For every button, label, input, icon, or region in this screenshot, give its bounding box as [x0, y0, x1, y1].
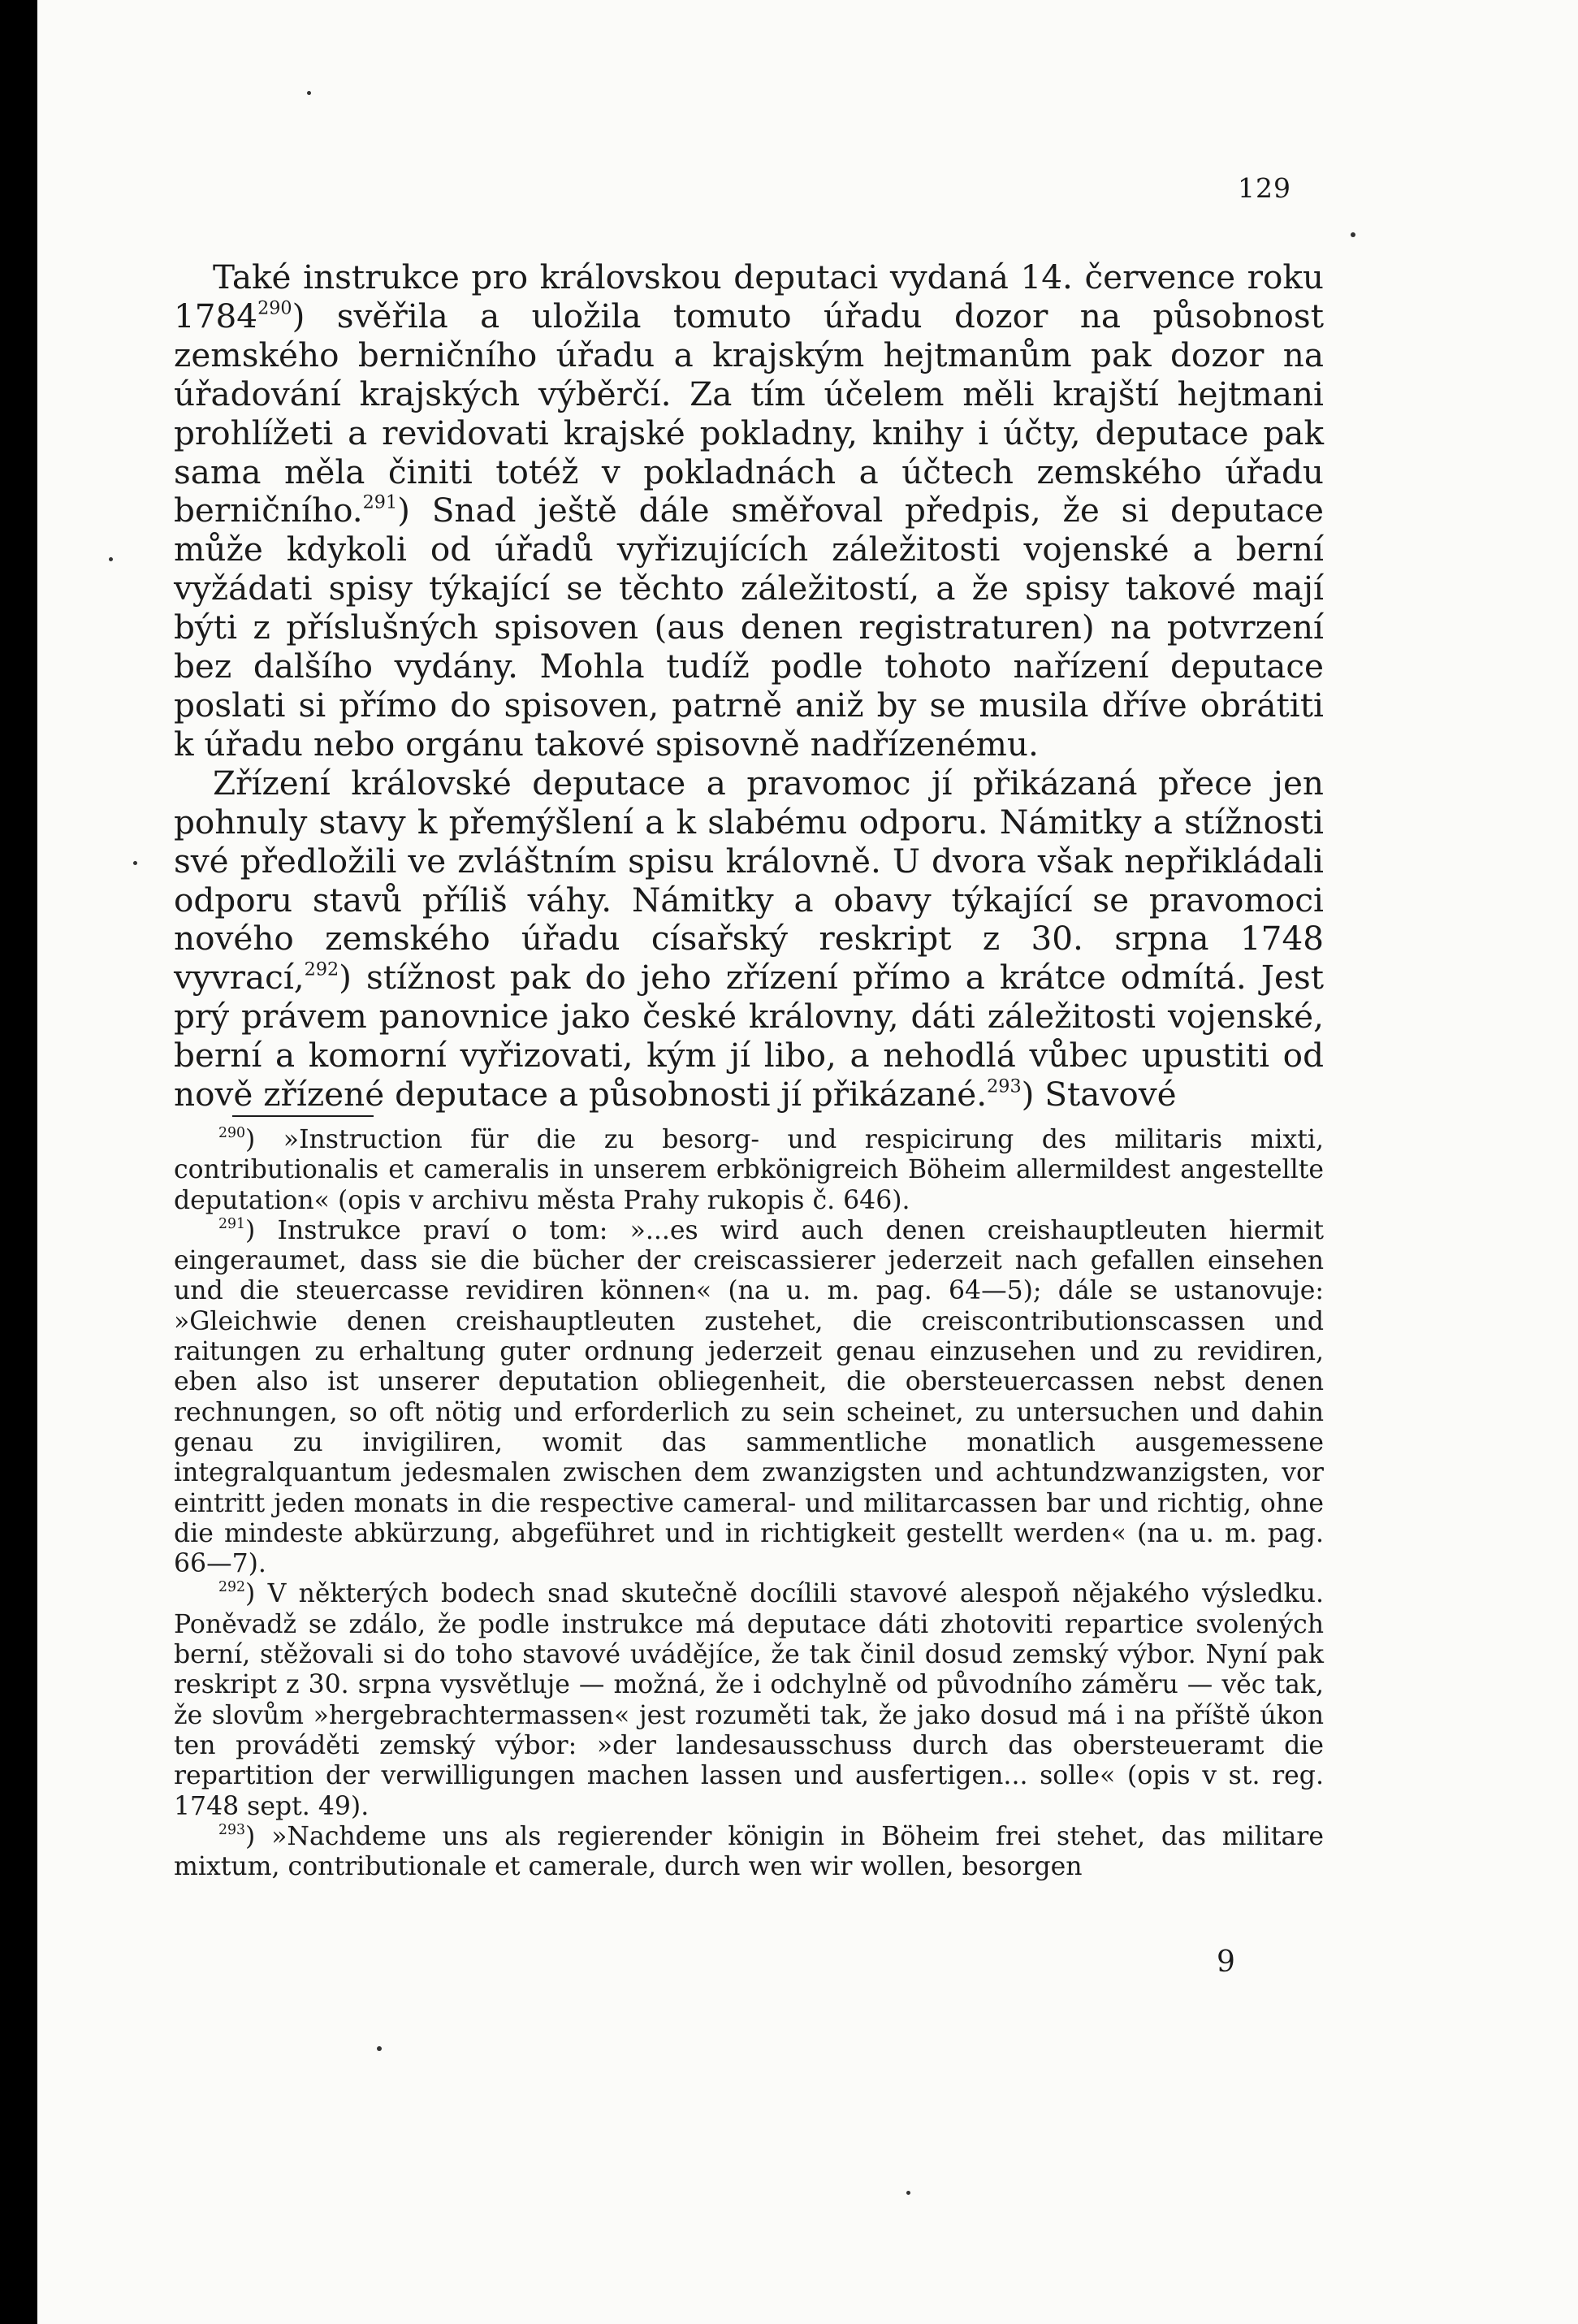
- dust-speck: [133, 861, 137, 865]
- footnotes: [174, 1125, 1324, 1882]
- footnote-ref-293: 293: [987, 1075, 1022, 1097]
- footnote-text-293: ) »Nachdeme uns als regierender königin in Böheim frei stehet, das militare mixtum, contributionale et camerale, durch wen wir wollen, besorgen: [174, 1821, 1324, 1882]
- footnote-marker-292: 292: [218, 1579, 246, 1596]
- footnote-separator: [232, 1115, 374, 1117]
- paragraph-1-part-b: ) svěřila a uložila tomuto úřadu dozor na působnost zemského berničního úřadu a krajským hejtmanům pak dozor na úřadování krajských výběrčí. Za tím účelem měli krajští hejtmani prohlížeti a revidovati krajské pokladny, knihy i účty, deputace pak sama měla činiti totéž v pokladnách a účtech zemského úřadu berničního.: [174, 296, 1324, 530]
- dust-speck: [109, 557, 113, 561]
- paragraph-1-part-a: Také instrukce pro královskou deputaci vydaná 14. července roku 1784: [174, 258, 1324, 335]
- footnote-marker-291: 291: [218, 1215, 246, 1232]
- footnote-ref-291: 291: [362, 491, 398, 513]
- dust-speck: [906, 2191, 910, 2195]
- printer-signature-mark: 9: [1217, 1945, 1235, 1979]
- footnote-text-292: ) V některých bodech snad skutečně docílili stavové alespoň nějakého výsledku. Poněvadž se zdálo, že podle instrukce má deputace dáti zhotoviti repartice svolených berní, stěžovali si do toho stavové uvádějíce, že tak činil dosud zemský výbor. Nyní pak reskript z 30. srpna vysvětluje — možná, že i odchylně od původního záměru — věc tak, že slovům »hergebrachtermassen« jest rozuměti tak, že jako dosud má i na příště úkon ten prováděti zemský výbor: »der landesausschuss durch das obersteueramt die repartition der verwilligungen machen lassen und ausfertigen... solle« (opis v st. reg. 1748 sept. 49).: [174, 1579, 1324, 1821]
- paragraph-2-part-a: Zřízení královské deputace a pravomoc jí přikázaná přece jen pohnuly stavy k přemýšlení a k slabému odporu. Námitky a stížnosti své předložili ve zvláštním spisu královně. U dvora však nepřikládali odporu stavů příliš váhy. Námitky a obavy týkající se pravomoci nového zemského úřadu císařský reskript z 30. srpna 1748 vyvrací,: [174, 763, 1324, 998]
- footnote-marker-290: 290: [218, 1125, 246, 1142]
- footnote-ref-292: 292: [304, 959, 339, 980]
- paragraph-1-part-c: ) Snad ještě dále směřoval předpis, že si deputace může kdykoli od úřadů vyřizujících záležitosti vojenské a berní vyžádati spisy týkající se těchto záležitostí, a že spisy takové mají býti z příslušných spisoven (aus denen registraturen) na potvrzení bez dalšího vydány. Mohla tudíž podle tohoto nařízení deputace poslati si přímo do spisoven, patrně aniž by se musila dříve obrátiti k úřadu nebo orgánu takové spisovně nadřízenému.: [174, 491, 1324, 764]
- footnote-290: [174, 1125, 1324, 1216]
- footnote-ref-290: 290: [257, 297, 292, 319]
- scan-border: [0, 0, 37, 2324]
- book-page: [37, 0, 1578, 2324]
- footnote-291: [174, 1216, 1324, 1580]
- footnote-marker-293: 293: [218, 1821, 246, 1838]
- footnote-text-291: ) Instrukce praví o tom: »...es wird auch denen creishauptleuten hiermit eingeraumet, dass sie die bücher der creiscassierer jederzeit nach gefallen einsehen und die steuercasse revidiren können« (na u. m. pag. 64—5); dále se ustanovuje: »Gleichwie denen creishauptleuten zustehet, die creiscontributionscassen und raitungen zu erhaltung guter ordnung jederzeit genau einzusehen und zu revidiren, eben also ist unserer deputation obliegenheit, die obersteuercassen nebst denen rechnungen, so oft nötig und erforderlich zu sein scheinet, zu untersuchen und dahin genau zu invigiliren, womit das sammentliche monatlich ausgemessene integralquantum jedesmalen zwischen dem zwanzigsten und achtundzwanzigsten, vor eintritt jeden monats in die respective cameral- und militarcassen bar und richtig, ohne die mindeste abkürzung, abgeführet und in richtigkeit gestellt werden« (na u. m. pag. 66—7).: [174, 1215, 1324, 1579]
- paragraph-2: [174, 764, 1324, 1114]
- footnote-text-290: ) »Instruction für die zu besorg- und respicirung des militaris mixti, contributionalis et cameralis in unserem erbkönigreich Böheim allermildest angestellte deputation« (opis v archivu města Prahy rukopis č. 646).: [174, 1125, 1324, 1215]
- dust-speck: [1351, 232, 1355, 237]
- page-number: 129: [1238, 172, 1291, 204]
- paragraph-2-part-b: ) stížnost pak do jeho zřízení přímo a krátce odmítá. Jest prý právem panovnice jako české královny, dáti záležitosti vojenské, berní a komorní vyřizovati, kým jí libo, a nehodlá vůbec upustiti od nově zřízené deputace a působnosti jí přikázané.: [174, 958, 1324, 1114]
- dust-speck: [307, 91, 311, 95]
- paragraph-2-part-c: ) Stavové: [1021, 1075, 1177, 1114]
- main-text: [174, 258, 1324, 1114]
- footnote-293: [174, 1822, 1324, 1883]
- dust-speck: [377, 2046, 382, 2051]
- footnote-292: [174, 1579, 1324, 1821]
- paragraph-1: [174, 258, 1324, 764]
